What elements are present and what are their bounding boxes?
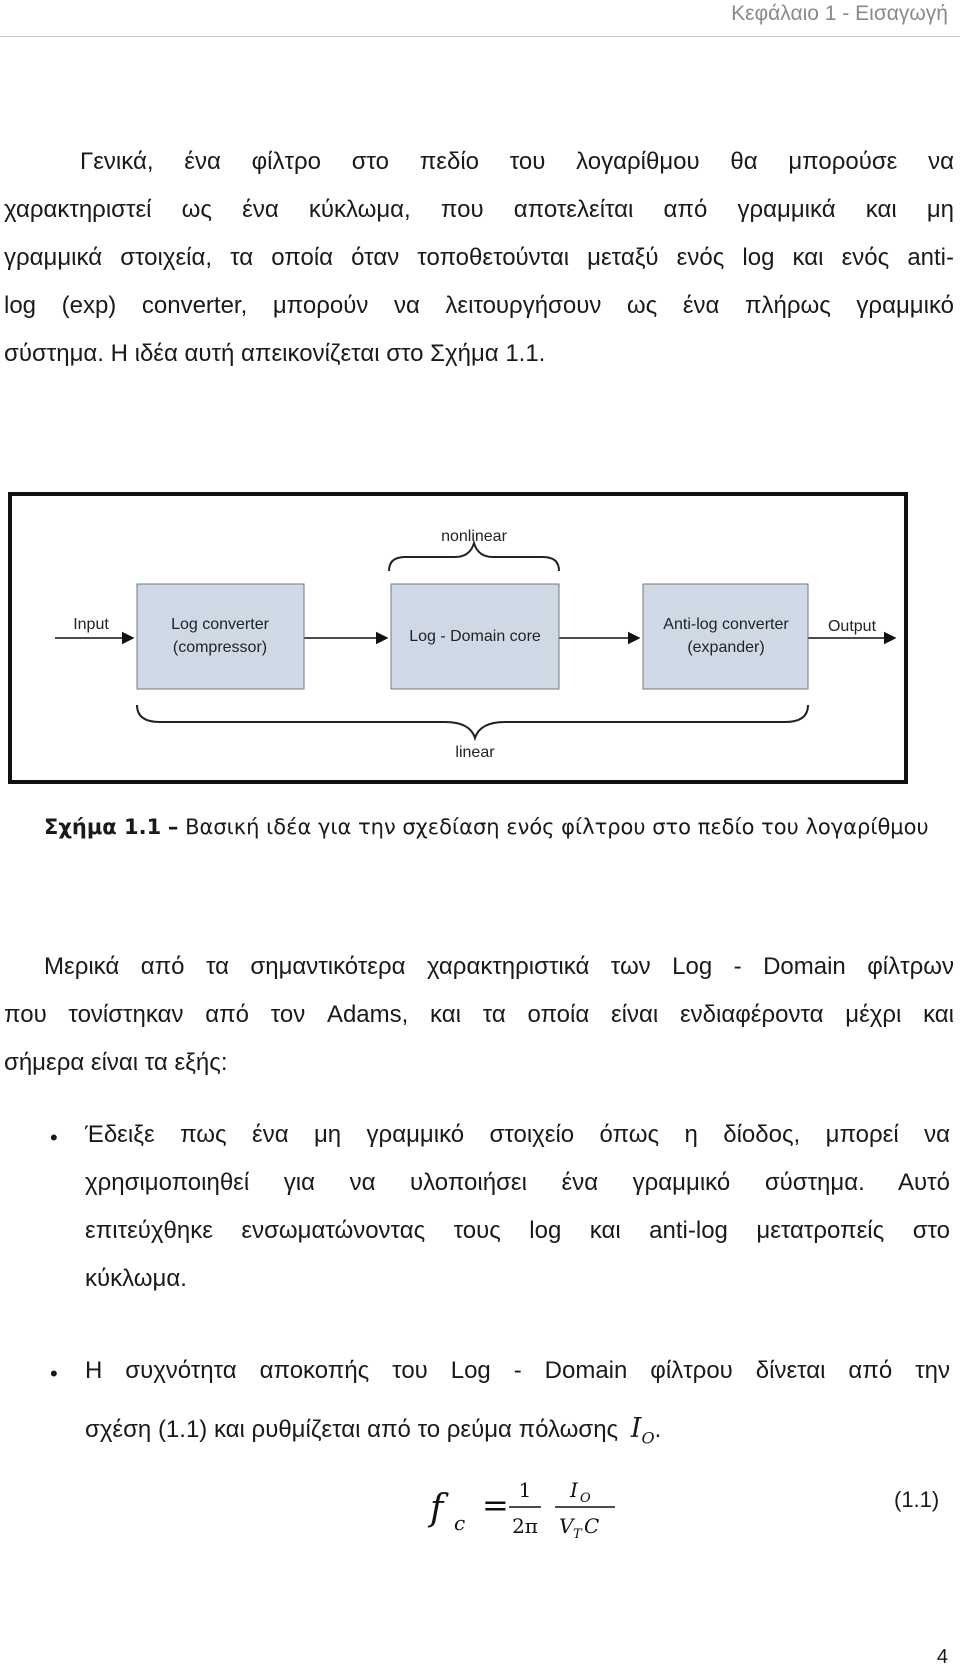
page-number: 4 bbox=[936, 1646, 948, 1668]
nonlinear-label: nonlinear bbox=[441, 528, 507, 545]
paragraph1-line-5: σύστημα. Η ιδέα αυτή απεικονίζεται στο Σχήμα 1.1. bbox=[4, 340, 546, 367]
paragraph1-line-2: χαρακτηριστεί ως ένα κύκλωμα, που αποτελείται από γραμμικά και μη bbox=[4, 196, 954, 223]
caption-dash: – bbox=[167, 815, 179, 839]
block-2-line-1: Log - Domain core bbox=[409, 628, 541, 645]
bullet-1-line-2: χρησιμοποιηθεί για να υλοποιήσει ένα γραμμικό σύστημα. Αυτό bbox=[85, 1169, 950, 1196]
bullet-1-line-4: κύκλωμα. bbox=[85, 1265, 187, 1292]
input-label: Input bbox=[73, 616, 109, 633]
eq-frac2-den-v: V bbox=[559, 1514, 574, 1538]
output-label: Output bbox=[827, 618, 877, 635]
bullet-2-line-1: Η συχνότητα αποκοπής του Log - Domain φίλτρου δίνεται από την bbox=[85, 1357, 950, 1384]
bullet-2-marker: • bbox=[50, 1361, 58, 1386]
chapter-header: Κεφάλαιο 1 - Εισαγωγή bbox=[731, 2, 948, 25]
block-3-line-1: Anti-log converter bbox=[663, 616, 789, 633]
block-anti-log-converter bbox=[643, 584, 808, 689]
eq-frac2-den-c: C bbox=[584, 1514, 600, 1538]
paragraph1-line-4: log (exp) converter, μπορούν να λειτουργήσουν ως ένα πλήρως γραμμικό bbox=[4, 292, 954, 319]
paragraph1-line-1: Γενικά, ένα φίλτρο στο πεδίο του λογαρίθμου θα μπορούσε να bbox=[80, 148, 954, 175]
paragraph1-line-3: γραμμικά στοιχεία, τα οποία όταν τοποθετούνται μεταξύ ενός log και ενός anti- bbox=[4, 244, 954, 271]
equation-number: (1.1) bbox=[894, 1487, 940, 1512]
block-1-line-1: Log converter bbox=[171, 616, 269, 633]
caption-text: Βασική ιδέα για την σχεδίαση ενός φίλτρου στο πεδίο του λογαρίθμου bbox=[185, 815, 929, 839]
eq-frac2-den-sub: T bbox=[573, 1527, 582, 1542]
eq-f-sub: c bbox=[454, 1511, 466, 1535]
eq-frac1-num: 1 bbox=[518, 1478, 532, 1502]
linear-brace bbox=[137, 705, 808, 738]
bullet-2-line-2-text: σχέση (1.1) και ρυθμίζεται από το ρεύμα πόλωσης bbox=[85, 1416, 619, 1443]
paragraph2-line-3: σήμερα είναι τα εξής: bbox=[4, 1049, 228, 1076]
bullet-1-line-1: Έδειξε πως ένα μη γραμμικό στοιχείο όπως η δίοδος, μπορεί να bbox=[85, 1121, 950, 1148]
bullet-1-line-3: επιτεύχθηκε ενσωματώνοντας τους log και anti-log μετατροπείς στο bbox=[85, 1217, 950, 1244]
caption-label: Σχήμα 1.1 bbox=[44, 815, 162, 839]
bullet-2-line-2 bbox=[85, 1413, 950, 1447]
bullet-1-marker: • bbox=[50, 1125, 58, 1150]
eq-equals: = bbox=[482, 1486, 509, 1524]
equation-1-1 bbox=[410, 1462, 630, 1552]
eq-frac1-den: 2π bbox=[512, 1514, 538, 1538]
block-1-line-2: (compressor) bbox=[172, 639, 268, 656]
eq-frac2-num: I bbox=[570, 1478, 578, 1502]
block-log-converter bbox=[137, 584, 304, 689]
figure-caption bbox=[44, 815, 929, 839]
block-diagram bbox=[0, 0, 960, 800]
block-3-line-2: (expander) bbox=[687, 639, 765, 656]
bullet-2-period: . bbox=[654, 1416, 662, 1443]
bias-current-symbol: $I_O$ bbox=[630, 1413, 655, 1448]
paragraph2-line-2: που τονίστηκαν από τον Adams, και τα οποία είναι ενδιαφέροντα μέχρι και bbox=[4, 1001, 954, 1028]
linear-label: linear bbox=[455, 744, 495, 761]
eq-frac2-num-sub: O bbox=[580, 1491, 591, 1506]
nonlinear-brace bbox=[389, 543, 559, 571]
paragraph2-line-1: Μερικά από τα σημαντικότερα χαρακτηριστικά των Log - Domain φίλτρων bbox=[44, 953, 954, 980]
eq-f: f bbox=[430, 1488, 444, 1529]
